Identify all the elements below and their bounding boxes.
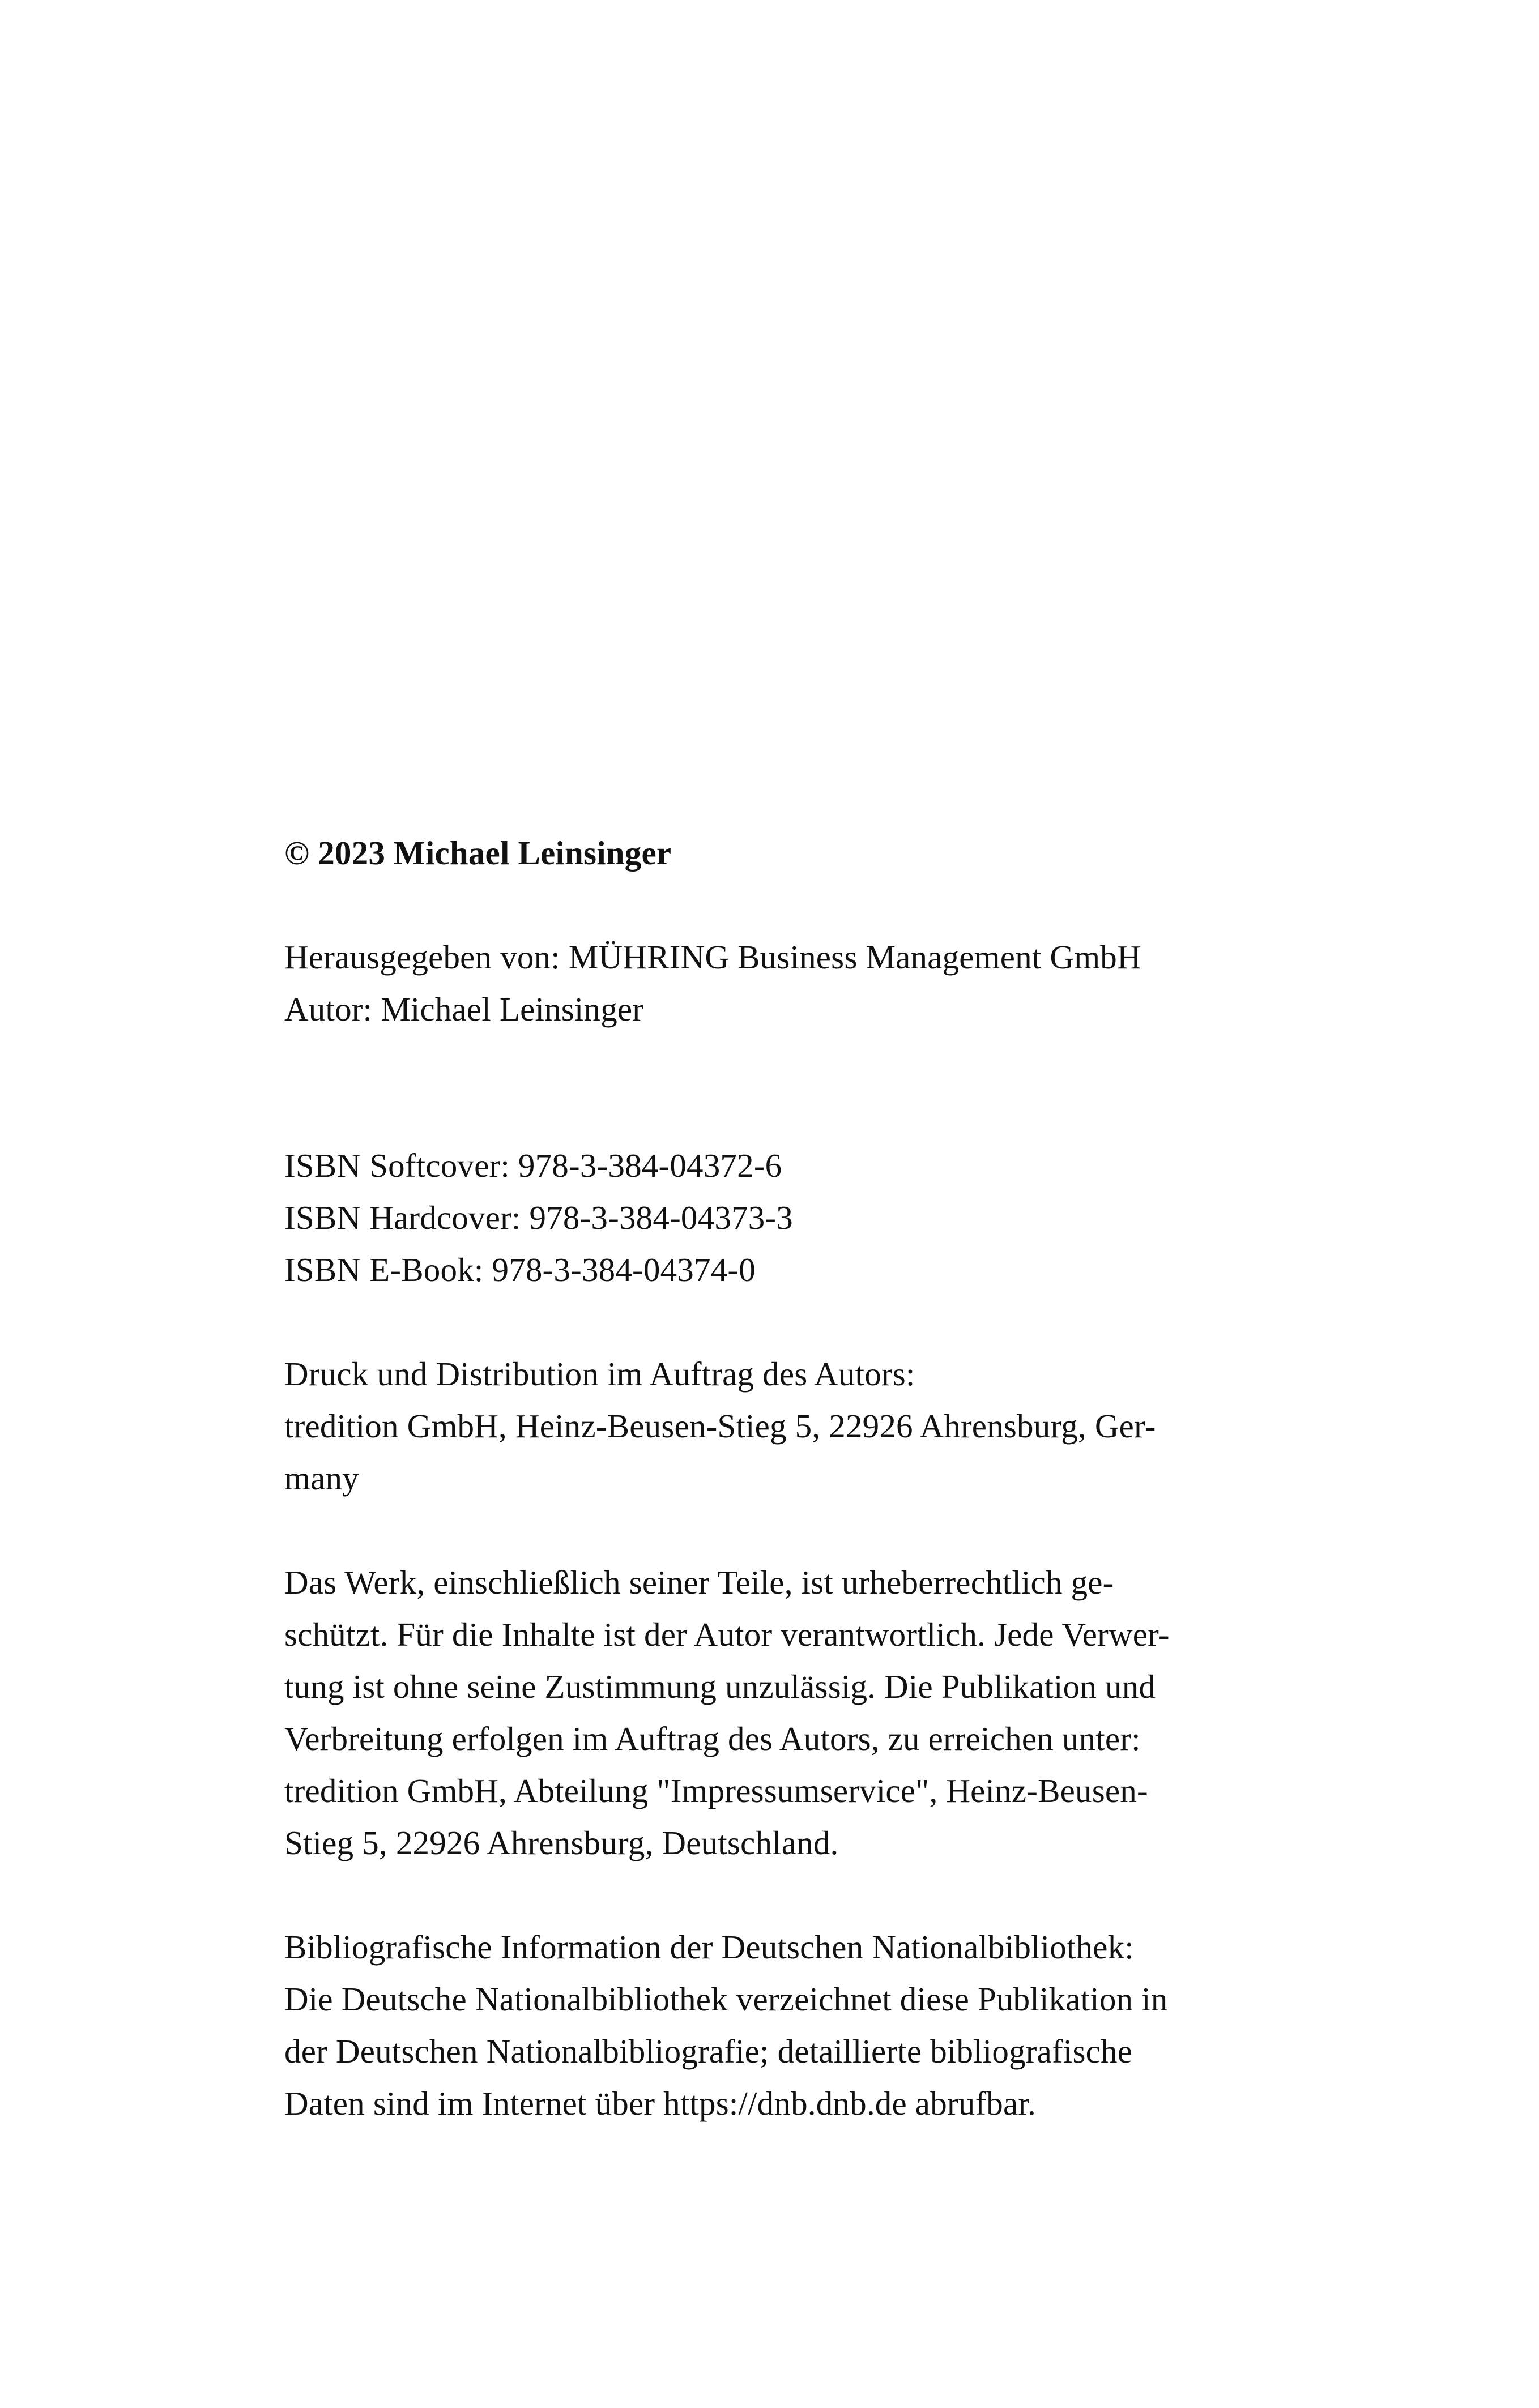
rights-section — [284, 1556, 1270, 1869]
bibliography-line: Die Deutsche Nationalbibliothek verzeichnet diese Publikation in — [284, 1980, 1168, 2018]
publisher-section — [284, 931, 1270, 1035]
bibliography-line: Daten sind im Internet über https://dnb.dnb.de abrufbar. — [284, 2085, 1036, 2122]
spacer — [284, 879, 1270, 931]
author-line: Autor: Michael Leinsinger — [284, 990, 644, 1028]
distribution-line: many — [284, 1459, 359, 1497]
isbn-hardcover: ISBN Hardcover: 978-3-384-04373-3 — [284, 1199, 793, 1236]
rights-line: tung ist ohne seine Zustimmung unzulässig. Die Publikation und — [284, 1668, 1156, 1705]
copyright-line: © 2023 Michael Leinsinger — [284, 834, 672, 872]
distribution-line: Druck und Distribution im Auftrag des Autors: — [284, 1355, 915, 1393]
rights-line: Verbreitung erfolgen im Auftrag des Autors, zu erreichen unter: — [284, 1720, 1141, 1757]
isbn-softcover: ISBN Softcover: 978-3-384-04372-6 — [284, 1147, 782, 1184]
rights-line: Stieg 5, 22926 Ahrensburg, Deutschland. — [284, 1824, 839, 1861]
spacer — [284, 1296, 1270, 1348]
rights-line: schützt. Für die Inhalte ist der Autor verantwortlich. Jede Verwer- — [284, 1616, 1170, 1653]
spacer — [284, 1869, 1270, 1921]
distribution-line: tredition GmbH, Heinz-Beusen-Stieg 5, 22926 Ahrensburg, Ger- — [284, 1407, 1156, 1445]
spacer — [284, 1504, 1270, 1556]
isbn-section — [284, 1139, 1270, 1296]
publisher-line: Herausgegeben von: MÜHRING Business Management GmbH — [284, 938, 1141, 976]
rights-line: Das Werk, einschließlich seiner Teile, ist urheberrechtlich ge- — [284, 1564, 1114, 1601]
imprint-block — [284, 827, 1270, 2129]
spacer — [284, 1035, 1270, 1139]
distribution-section — [284, 1348, 1270, 1504]
bibliography-line: Bibliografische Information der Deutschen Nationalbibliothek: — [284, 1928, 1134, 1966]
rights-line: tredition GmbH, Abteilung "Impressumservice", Heinz-Beusen- — [284, 1772, 1148, 1809]
bibliography-section — [284, 1921, 1270, 2129]
isbn-ebook: ISBN E-Book: 978-3-384-04374-0 — [284, 1251, 756, 1288]
bibliography-line: der Deutschen Nationalbibliografie; detaillierte bibliografische — [284, 2033, 1133, 2070]
